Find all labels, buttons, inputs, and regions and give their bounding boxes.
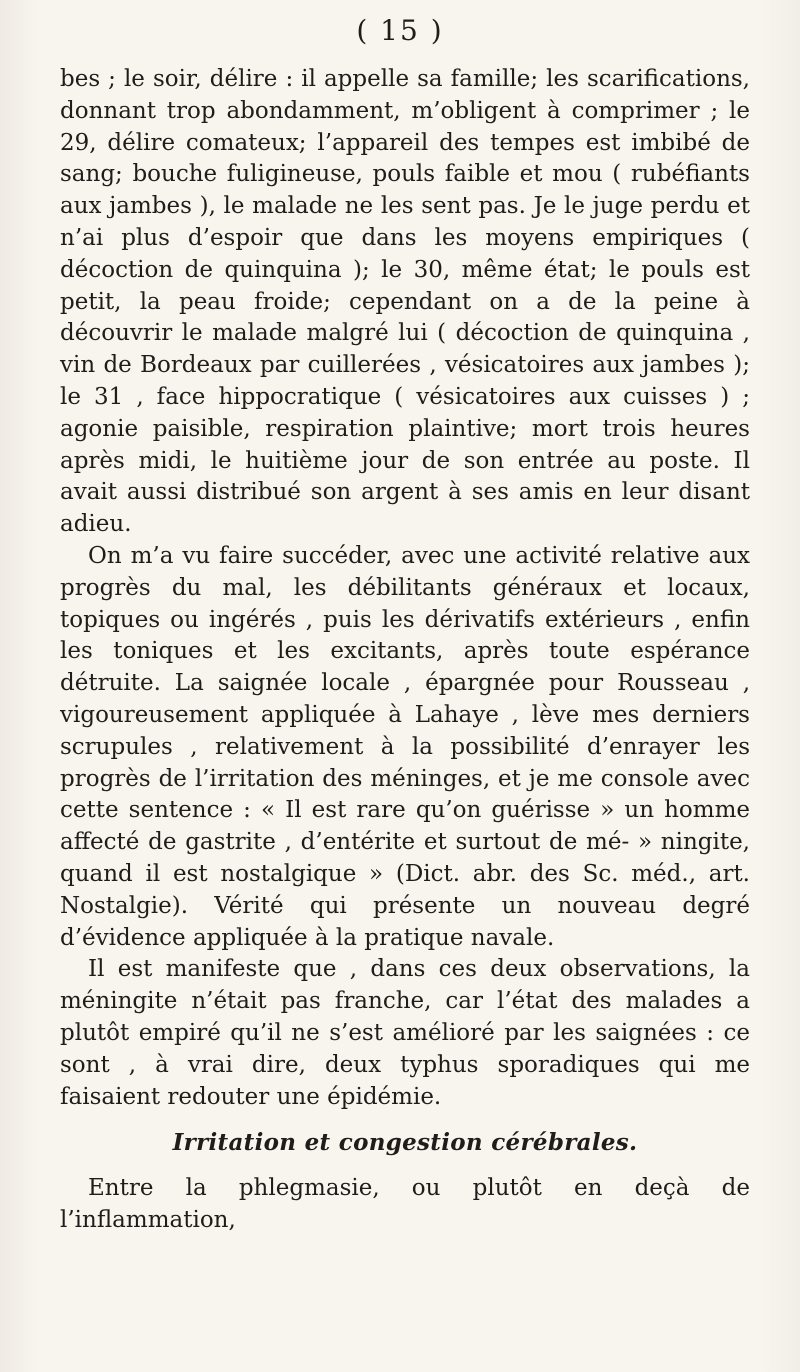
paragraph: On m’a vu faire succéder, avec une activité relative aux progrès du mal, les débilitants généraux et locaux, topiques ou ingérés , puis les dérivatifs extérieurs , enfin les toniques et les excitants, après toute espérance détruite. La saignée locale , épargnée pour Rousseau , vigoureusement appliquée à Lahaye , lève mes derniers scrupules , relativement à la possibilité d’enrayer les progrès de l’irritation des méninges, et je me console avec cette sentence : « Il est rare qu’on guérisse » un homme affecté de gastrite , d’entérite et surtout de mé- » ningite, quand il est nostalgique » (Dict. abr. des Sc. méd., art. Nostalgie). Vérité qui présente un nouveau degré d’évidence appliquée à la pratique navale.	[60, 542, 750, 951]
page-body	[60, 64, 750, 1237]
section-title: Irritation et congestion cérébrales.	[172, 1129, 638, 1157]
page-number: ( 15 )	[356, 14, 444, 47]
paragraph: Il est manifeste que , dans ces deux observations, la méningite n’était pas franche, car l’état des malades a plutôt empiré qu’il ne s’est amélioré par les saignées : ce sont , à vrai dire, deux typhus sporadiques qui me faisaient redouter une épidémie.	[60, 956, 750, 1110]
paragraph: Entre la phlegmasie, ou plutôt en deçà de l’inflammation,	[60, 1175, 750, 1233]
paragraph: bes ; le soir, délire : il appelle sa famille; les scarifications, donnant trop abondamment, m’obligent à comprimer ; le 29, délire comateux; l’appareil des tempes est imbibé de sang; bouche fuligineuse, pouls faible et mou ( rubéfiants aux jambes ), le malade ne les sent pas. Je le juge perdu et n’ai plus d’espoir que dans les moyens empiriques ( décoction de quinquina ); le 30, même état; le pouls est petit, la peau froide; cependant on a de la peine à découvrir le malade malgré lui ( décoction de quinquina , vin de Bordeaux par cuillerées , vésicatoires aux jambes ); le 31 , face hippocratique ( vésicatoires aux cuisses ) ; agonie paisible, respiration plaintive; mort trois heures après midi, le huitième jour de son entrée au poste. Il avait aussi distribué son argent à ses amis en leur disant adieu.	[60, 66, 750, 538]
